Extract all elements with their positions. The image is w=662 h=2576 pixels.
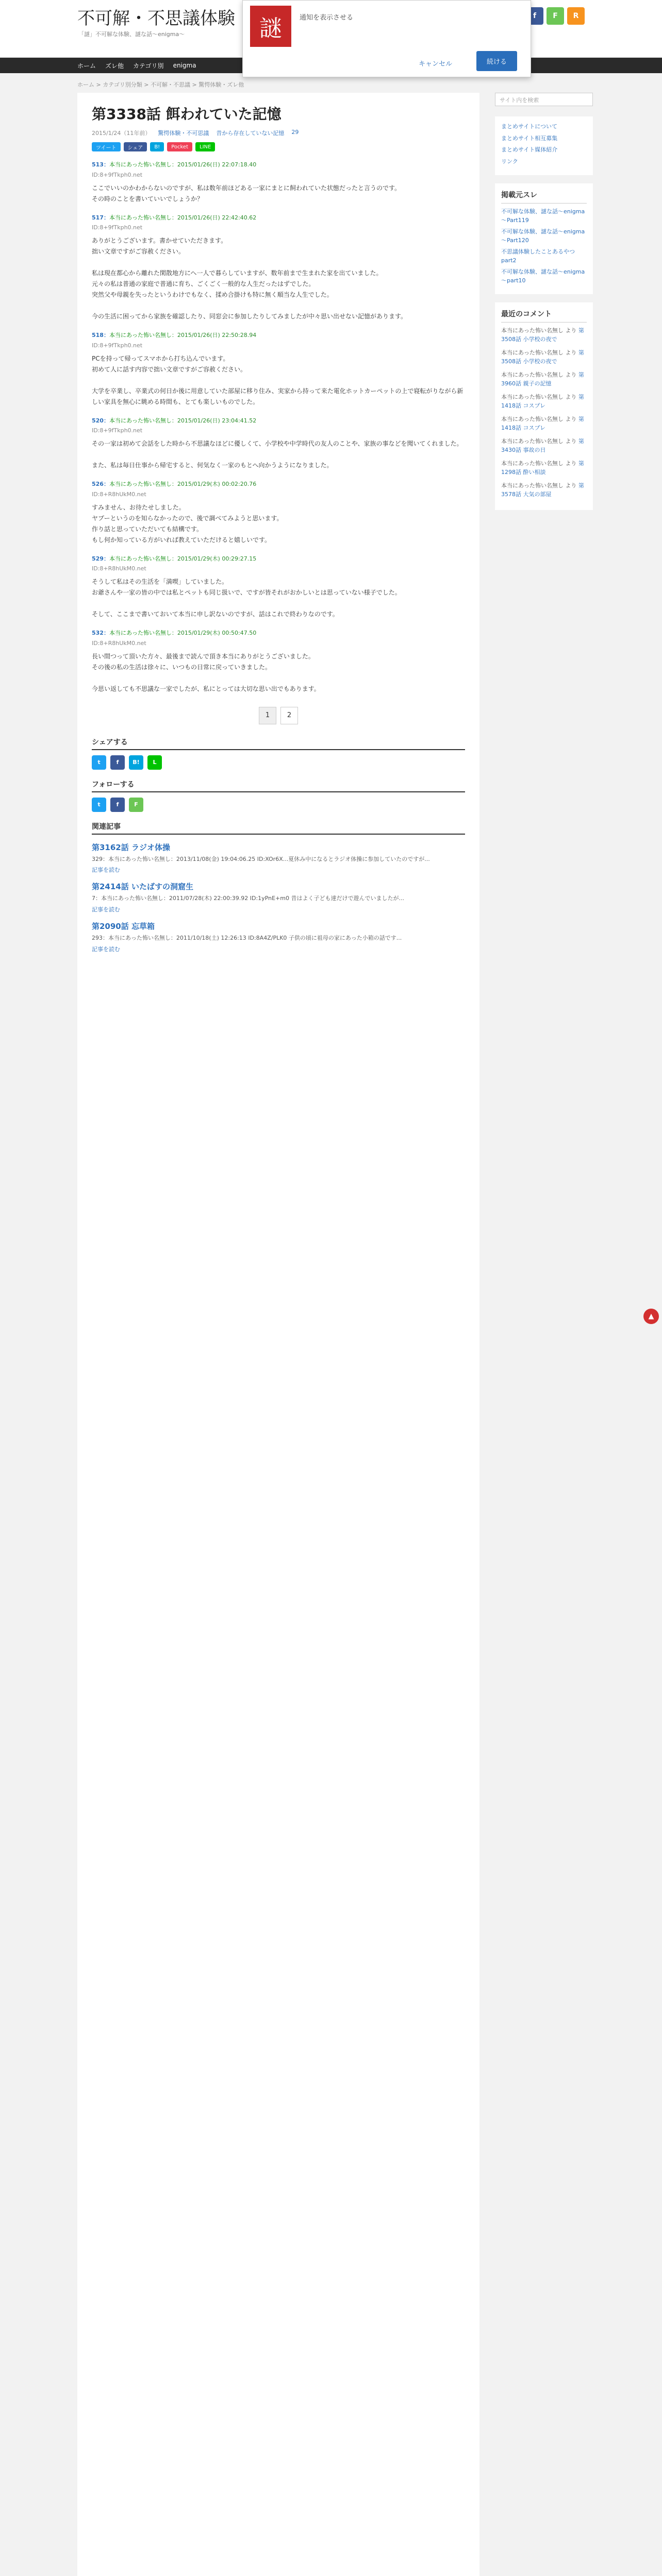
- recommend-link[interactable]: 不可解な体験、謎な話～enigma～Part120: [501, 228, 585, 244]
- post-date: ：2015/01/26(日) 22:07:18.40: [171, 161, 257, 168]
- tag-link[interactable]: 昔から存在していない記憶: [216, 130, 285, 137]
- related-excerpt: 7：本当にあった怖い名無し：2011/07/28(木) 22:00:39.92 ID:1yPnE+m0 昔はよく子ども達だけで遊んでいましたが...: [92, 895, 404, 902]
- popup-cancel-button[interactable]: キャンセル: [418, 60, 452, 68]
- feedly-icon[interactable]: F: [129, 798, 143, 812]
- comment-author: 本当にあった怖い名無し より: [501, 371, 578, 378]
- share-icons: [92, 755, 465, 770]
- recommend-link[interactable]: 不思議体験したことあるやつ part2: [501, 248, 575, 264]
- post-item: [92, 160, 465, 205]
- post-item: [92, 554, 465, 620]
- pagination: [92, 707, 465, 724]
- article: [77, 93, 479, 2576]
- post-header: [92, 554, 465, 564]
- page-2[interactable]: 2: [280, 707, 298, 724]
- post-date: 2015/1/24（11年前）: [92, 130, 151, 137]
- sidebar: [495, 93, 593, 518]
- post-id: ID:8+9fTkph0.net: [92, 342, 143, 349]
- comment-item: [501, 371, 587, 388]
- related-more-link[interactable]: 記事を読む: [92, 906, 120, 913]
- post-number[interactable]: 529：: [92, 555, 109, 562]
- recommend-item: [501, 248, 587, 265]
- post-author: 本当にあった怖い名無し: [109, 630, 172, 637]
- site-description: 「謎」不可解な体験、謎な話～enigma～: [78, 31, 185, 38]
- post-number[interactable]: 532：: [92, 630, 109, 637]
- post-number[interactable]: 526：: [92, 481, 109, 488]
- post-id: ID:8+R8hUkM0.net: [92, 639, 146, 647]
- related-excerpt: 329：本当にあった怖い名無し：2013/11/08(金) 19:04:06.25 ID:XOr6X...夏休み中になるとラジオ体操に参加していたのですが...: [92, 855, 430, 862]
- links-box: [495, 116, 593, 175]
- comment-item: [501, 327, 587, 344]
- post-header: [92, 628, 465, 638]
- post-date: ：2015/01/29(木) 00:02:20.76: [171, 481, 257, 488]
- comment-author: 本当にあった怖い名無し より: [501, 416, 578, 422]
- line-button[interactable]: LINE: [195, 142, 215, 151]
- comment-item: [501, 349, 587, 366]
- post-body: PCを持って帰ってスマホから打ち込んでいます。 初めて人に話す内容で拙い文章ですがご容赦ください。 大学を卒業し、卒業式の何日か後に用意していた部屋に移り住み、実家から持って来た電化ホットカーペットの上で寝転がりながら新しい家具を無心に眺める時間も、とても楽しいものでした。: [92, 354, 464, 405]
- hatena-icon[interactable]: B!: [129, 755, 143, 770]
- post-id: ID:8+R8hUkM0.net: [92, 565, 146, 572]
- post-list: [92, 160, 465, 694]
- popup-ok-button[interactable]: 続ける: [476, 51, 517, 71]
- facebook-icon[interactable]: f: [110, 798, 125, 812]
- recommend-box: [495, 183, 593, 294]
- share-bar: [92, 142, 465, 151]
- facebook-icon[interactable]: f: [526, 7, 543, 25]
- search-input[interactable]: サイト内を検索: [495, 93, 593, 106]
- post-author: 本当にあった怖い名無し: [109, 214, 172, 221]
- post-body: すみません、お待たせしました。 ヤプーというのを知らなかったので、後で調べてみようと思います。 作り話と思っていただいても結構です。 もし何か知っている方がいれば教えていただけると嬉しいです。: [92, 503, 283, 544]
- comment-author: 本当にあった怖い名無し より: [501, 349, 578, 356]
- feedly-icon[interactable]: F: [547, 7, 564, 25]
- line-icon[interactable]: L: [147, 755, 162, 770]
- nav-enigma[interactable]: enigma: [173, 62, 196, 69]
- breadcrumb[interactable]: ホーム > カテゴリ別分類 > 不可解・不思議 > 驚愕体験・ズレ他: [77, 81, 244, 88]
- post-header: [92, 416, 465, 426]
- post-date: ：2015/01/26(日) 22:42:40.62: [171, 214, 257, 221]
- recommend-heading: 掲載元スレ: [501, 190, 587, 204]
- comments-heading: 最近のコメント: [501, 309, 587, 323]
- sidebar-link-text[interactable]: リンク: [501, 158, 518, 165]
- recommend-link[interactable]: 不可解な体験、謎な話～enigma～part10: [501, 268, 585, 284]
- post-header: [92, 479, 465, 489]
- related-more-link[interactable]: 記事を読む: [92, 867, 120, 874]
- post-author: 本当にあった怖い名無し: [109, 417, 172, 424]
- recommend-link[interactable]: 不可解な体験、謎な話～enigma～Part119: [501, 208, 585, 224]
- comment-post-link[interactable]: 第3508話 小学校の夜で: [501, 327, 584, 343]
- nav-home[interactable]: ホーム: [77, 62, 96, 70]
- sidebar-link: [501, 134, 587, 143]
- post-number[interactable]: 513：: [92, 161, 109, 168]
- sidebar-link: [501, 123, 587, 131]
- comment-post-link[interactable]: 第1298話 酔い相談: [501, 460, 584, 476]
- nav-zure[interactable]: ズレ他: [105, 62, 124, 70]
- recommend-item: [501, 208, 587, 225]
- comment-item: [501, 437, 587, 454]
- related-excerpt: 293：本当にあった怖い名無し：2011/10/18(土) 12:26:13 ID:8A4Z/PLK0 子供の頃に祖母の家にあった小箱の話です...: [92, 935, 402, 942]
- hatena-button[interactable]: B!: [150, 142, 164, 151]
- twitter-icon[interactable]: t: [92, 798, 106, 812]
- post-header: [92, 213, 465, 223]
- category-link[interactable]: 驚愕体験・不可思議: [158, 130, 209, 137]
- comment-item: [501, 393, 587, 410]
- comment-post-link[interactable]: 第1418話 コスプレ: [501, 394, 584, 409]
- site-logo-icon: 謎: [250, 6, 291, 47]
- comment-post-link[interactable]: 第3508話 小学校の夜で: [501, 349, 584, 365]
- site-title[interactable]: 不可解・不思議体験: [77, 8, 235, 29]
- scroll-top-button[interactable]: ▲: [643, 1309, 659, 1324]
- post-author: 本当にあった怖い名無し: [109, 555, 172, 562]
- post-item: [92, 330, 465, 408]
- page-1[interactable]: 1: [259, 707, 276, 724]
- notification-popup: [242, 0, 531, 77]
- popup-message: 通知を表示させる: [300, 14, 354, 22]
- comment-item: [501, 460, 587, 477]
- post-header: [92, 330, 465, 340]
- post-header: [92, 160, 465, 170]
- rss-icon[interactable]: R: [567, 7, 585, 25]
- recommend-item: [501, 228, 587, 245]
- share-heading: シェアする: [92, 737, 465, 750]
- twitter-icon[interactable]: t: [92, 755, 106, 770]
- comment-author: 本当にあった怖い名無し より: [501, 438, 578, 445]
- tweet-button[interactable]: ツイート: [92, 142, 121, 151]
- post-body: ありがとうございます。書かせていただきます。 拙い文章ですがご容赦ください。 私は現在都心から離れた閑散地方にへ一人で暮らしていますが、数年前まで生まれた家を出ていました。 元々の私は普通の家庭で普通に育ち、ごくごく一般的な人生だったはずでした。 突然父や母親を失ったというわけでもなく、揉め合掛けも特に無く順当な人生でした。 今の生活に困ってから家族を確認したり、同窓会に参加したりしてみましたが中々思い出せない記憶があります。: [92, 237, 407, 320]
- post-date: ：2015/01/26(日) 22:50:28.94: [171, 332, 257, 339]
- post-number[interactable]: 517：: [92, 214, 109, 221]
- related-list: [92, 842, 465, 953]
- article-meta: [92, 129, 465, 137]
- recommend-item: [501, 268, 587, 285]
- post-author: 本当にあった怖い名無し: [109, 332, 172, 339]
- related-title[interactable]: 第3162話 ラジオ体操: [92, 842, 170, 852]
- post-id: ID:8+9fTkph0.net: [92, 171, 143, 178]
- related-title[interactable]: 第2414話 いたばすの洞窟生: [92, 882, 193, 892]
- related-more-link[interactable]: 記事を読む: [92, 945, 120, 953]
- comment-item: [501, 415, 587, 432]
- post-id: ID:8+9fTkph0.net: [92, 427, 143, 434]
- comment-author: 本当にあった怖い名無し より: [501, 482, 578, 489]
- post-number[interactable]: 518：: [92, 332, 109, 339]
- post-date: ：2015/01/29(木) 00:50:47.50: [171, 630, 257, 637]
- post-item: [92, 479, 465, 546]
- post-date: ：2015/01/29(木) 00:29:27.15: [171, 555, 257, 562]
- comment-post-link[interactable]: 第3430話 事故の日: [501, 438, 584, 453]
- nav-category[interactable]: カテゴリ別: [133, 62, 164, 70]
- comments-box: [495, 302, 593, 510]
- follow-heading: フォローする: [92, 779, 465, 792]
- sidebar-link-text[interactable]: まとめサイト媒体紹介: [501, 146, 558, 153]
- comment-author: 本当にあった怖い名無し より: [501, 327, 578, 334]
- comment-post-link[interactable]: 第3578話 大気の部屋: [501, 482, 584, 498]
- post-body: 長い間つって頂いた方々、最後まで読んで頂き本当にありがとうございました。 その後の私の生活は徐々に、いつもの日常に戻っていきました。 今思い返しても不思議な一家でしたが、私にとっては大切な思い出でもあります。: [92, 652, 320, 692]
- post-id: ID:8+R8hUkM0.net: [92, 490, 146, 498]
- post-date: ：2015/01/26(日) 23:04:41.52: [171, 417, 257, 424]
- facebook-icon[interactable]: f: [110, 755, 125, 770]
- sidebar-link: [501, 158, 587, 166]
- post-body: ここでいいのかわからないのですが、私は数年前ほどある一家にまとに飼われていた状態だったと言うのです。 その時のことを書いていいでしょうか？: [92, 184, 401, 202]
- comment-author: 本当にあった怖い名無し より: [501, 460, 578, 467]
- comment-author: 本当にあった怖い名無し より: [501, 394, 578, 400]
- post-item: [92, 213, 465, 323]
- post-id: ID:8+9fTkph0.net: [92, 224, 143, 231]
- post-author: 本当にあった怖い名無し: [109, 481, 172, 488]
- post-item: [92, 416, 465, 471]
- post-number[interactable]: 520：: [92, 417, 109, 424]
- related-heading: 関連記事: [92, 821, 465, 835]
- post-body: そうして私はその生活を「満喫」していました。 お爺さんや一家の皆の中では私とペットも同じ扱いで、ですが皆それがおかしいとは思っていない様子でした。 そして、ここまで書いておいて本当に申し訳ないのですが、話はこれで終わりなのです。: [92, 578, 401, 618]
- pocket-button[interactable]: Pocket: [167, 142, 192, 151]
- page-title: 第3338話 餌われていた記憶: [92, 106, 282, 123]
- sidebar-link-text[interactable]: まとめサイトについて: [501, 123, 558, 130]
- comment-post-link[interactable]: 第1418話 コスプレ: [501, 416, 584, 431]
- comment-post-link[interactable]: 第3960話 親子の記憶: [501, 371, 584, 387]
- fb-share-button[interactable]: シェア: [124, 142, 147, 151]
- comment-item: [501, 482, 587, 499]
- sidebar-link-text[interactable]: まとめサイト相互募集: [501, 134, 558, 142]
- sidebar-link: [501, 146, 587, 155]
- comment-count[interactable]: 29: [291, 129, 299, 136]
- post-item: [92, 628, 465, 694]
- related-title[interactable]: 第2090話 忘草箱: [92, 922, 155, 931]
- post-author: 本当にあった怖い名無し: [109, 161, 172, 168]
- post-body: その一家は初めて会話をした時から不思議なほどに優しくて、小学校や中学時代の友人のことや、家族の事などを聞いてくれました。 また、私は毎日仕事から帰宅すると、何気なく一家のもとへ向かうようになりました。: [92, 440, 463, 469]
- follow-icons: [92, 798, 465, 812]
